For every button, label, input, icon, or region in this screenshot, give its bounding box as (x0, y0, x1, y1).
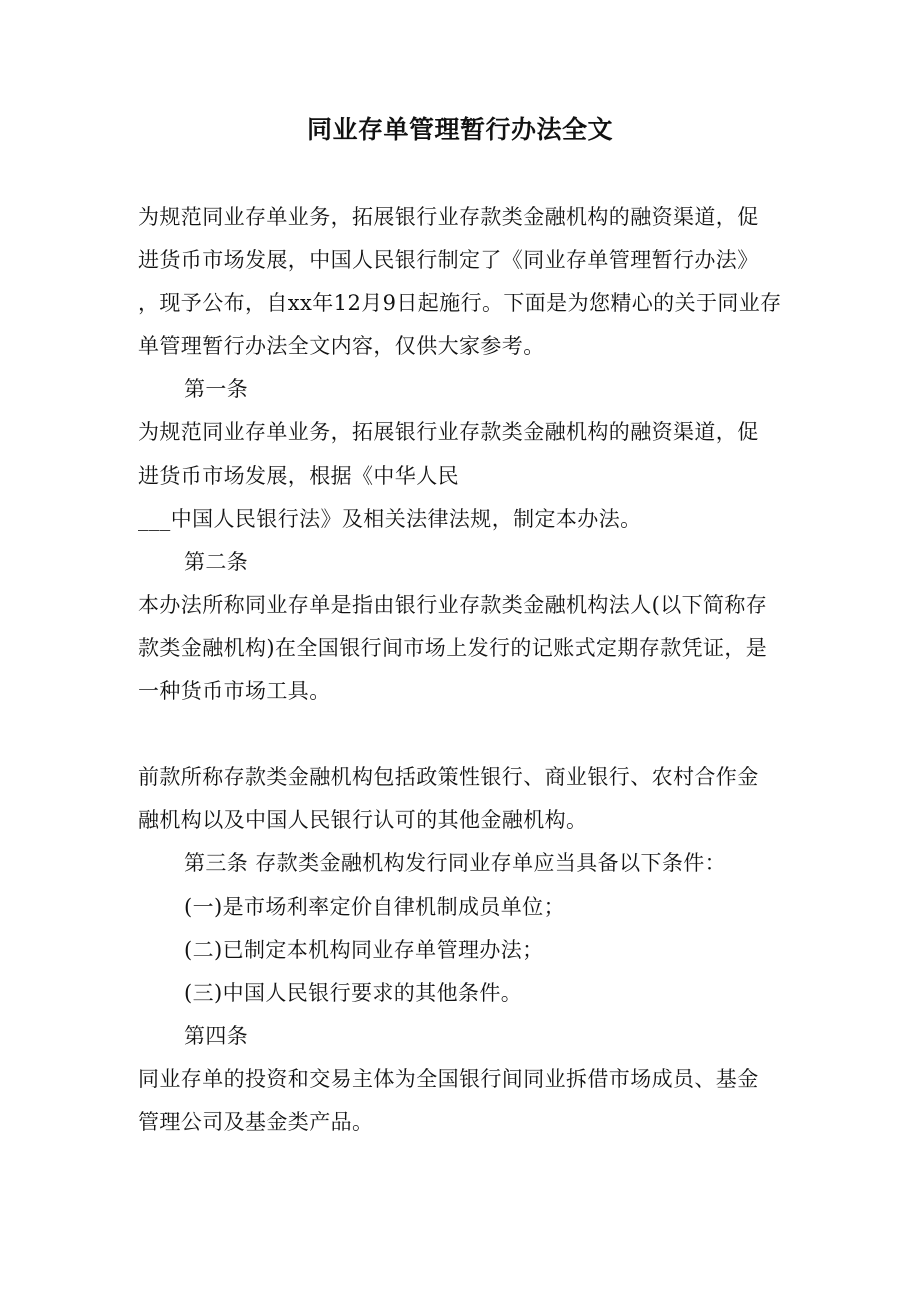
article-3-item-2: (二)已制定本机构同业存单管理办法； (184, 937, 544, 962)
article-2-line-3: 一种货币市场工具。 (138, 679, 331, 704)
article-2-para-2-line-2: 融机构以及中国人民银行认可的其他金融机构。 (138, 808, 588, 833)
article-1-line-2: 进货币市场发展，根据《中华人民 (138, 463, 459, 488)
document-title: 同业存单管理暂行办法全文 (306, 115, 613, 144)
article-4-heading: 第四条 (184, 1023, 249, 1048)
article-4-line-1: 同业存单的投资和交易主体为全国银行间同业拆借市场成员、基金 (138, 1066, 759, 1091)
blank-line (138, 713, 778, 756)
article-4-line-2: 管理公司及基金类产品。 (138, 1109, 374, 1134)
document-body (138, 196, 782, 1144)
article-3-heading: 第三条 存款类金融机构发行同业存单应当具备以下条件： (184, 851, 727, 876)
intro-line-1: 为规范同业存单业务，拓展银行业存款类金融机构的融资渠道，促 (138, 205, 759, 229)
article-1-heading: 第一条 (184, 377, 249, 402)
intro-line-3: ，现予公布，自xx年12月9日起施行。下面是为您精心的关于同业存 (138, 291, 782, 316)
article-1-line-3: ___中国人民银行法》及相关法律法规，制定本办法。 (138, 506, 642, 531)
article-2-line-1: 本办法所称同业存单是指由银行业存款类金融机构法人(以下简称存 (138, 592, 768, 617)
article-3-item-1: (一)是市场利率定价自律机制成员单位； (184, 894, 565, 919)
article-2-para-2-line-1: 前款所称存款类金融机构包括政策性银行、商业银行、农村合作金 (138, 765, 759, 790)
article-3-item-3: (三)中国人民银行要求的其他条件。 (184, 980, 523, 1005)
article-2-heading: 第二条 (184, 549, 249, 574)
intro-line-4: 单管理暂行办法全文内容，仅供大家参考。 (138, 334, 545, 359)
article-1-line-1: 为规范同业存单业务，拓展银行业存款类金融机构的融资渠道，促 (138, 420, 759, 445)
article-2-line-2: 款类金融机构)在全国银行间市场上发行的记账式定期存款凭证，是 (138, 635, 768, 660)
intro-line-2: 进货币市场发展，中国人民银行制定了《同业存单管理暂行办法》 (138, 248, 759, 273)
